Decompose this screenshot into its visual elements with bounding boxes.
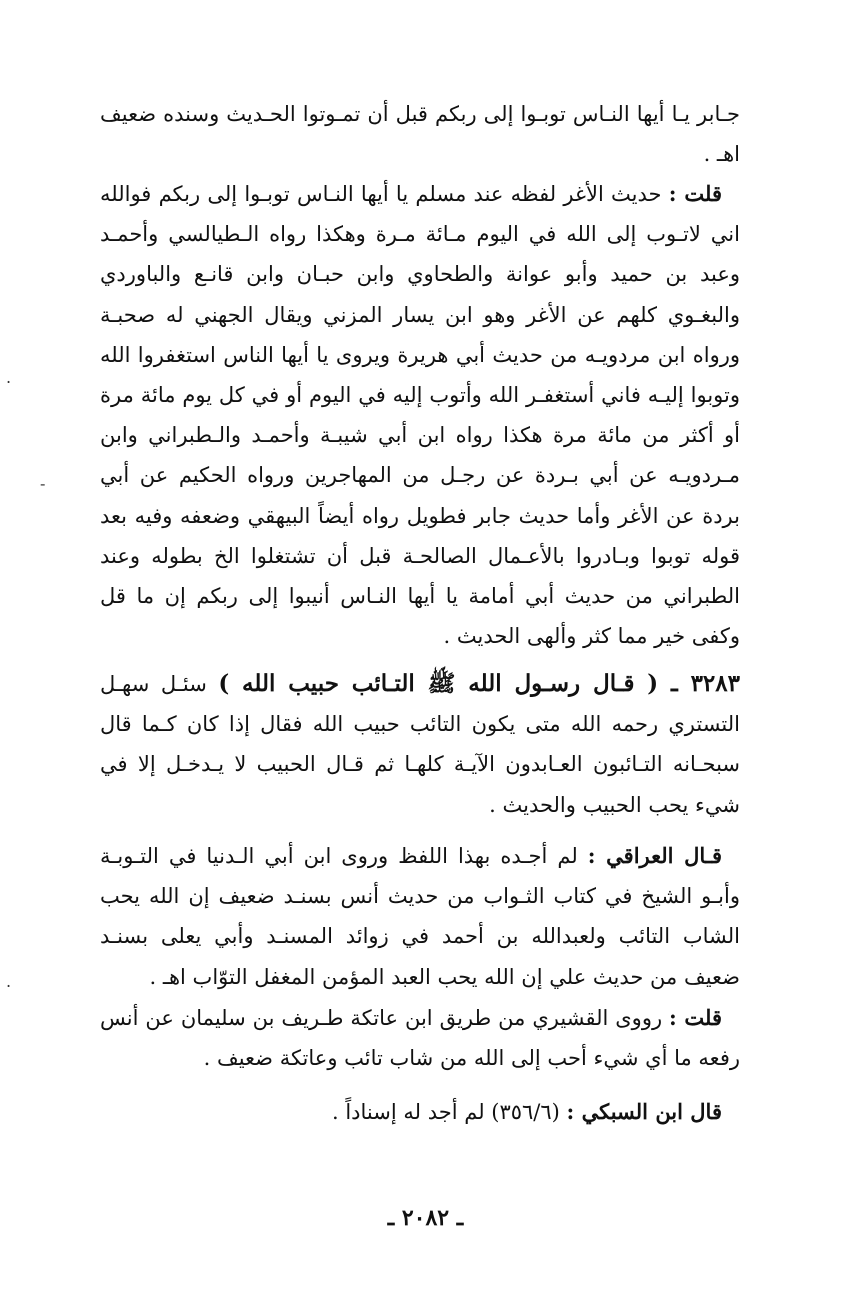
paragraph-lead: قلت :: [668, 181, 722, 206]
hadith-heading: ٣٢٨٣ ـ ( قـال رسـول الله ﷺ التـائب حبيب الله ): [218, 670, 740, 697]
paragraph-iraqi: [100, 836, 740, 997]
paragraph-text: (٣٥٦/٦) لم أجد له إسناداً .: [332, 1100, 567, 1124]
paragraph-text: جـابر يـا أيها النـاس توبـوا إلى ربكم قبل أن تمـوتوا الحـديث وسنده ضعيف اهـ .: [100, 102, 740, 167]
page-number: ـ ٢٠٨٢ ـ: [387, 1205, 464, 1231]
paragraph-body: [100, 998, 740, 1078]
hadith-entry-3283: [100, 664, 740, 825]
paragraph-continuation: [100, 94, 740, 174]
paragraph-lead: قال ابن السبكي :: [566, 1099, 722, 1124]
paragraph-subki: [100, 1092, 740, 1132]
paragraph-lead: قـال العراقي :: [587, 843, 722, 868]
margin-mark: .: [6, 368, 12, 387]
paragraph-text: سئـل سهـل التستري رحمه الله متى يكون التائب حبيب الله فقال إذا كان كـما قال سبحـانه التـائبون العـابدون الآيـة كلهـا ثم قـال الحبيب لا يـدخـل إلا في شيء يحب الحبيب والحديث .: [100, 672, 740, 817]
paragraph-qultu-2: [100, 998, 740, 1078]
paragraph-body: [100, 174, 740, 656]
paragraph-body: [100, 664, 740, 825]
paragraph-qultu-1: [100, 174, 740, 656]
margin-mark: -: [40, 474, 46, 493]
margin-mark: .: [6, 972, 12, 991]
paragraph-text: لم أجـده بهذا اللفظ وروى ابن أبي الـدنيا في التـوبـة وأبـو الشيخ في كتاب الثـواب من حديث أنس بسنـد ضعيف إن الله يحب الشاب التائب ولعبدالله بن أحمد في زوائد المسنـد وأبي يعلى بسنـد ضعيف من حديث علي إن الله يحب العبد المؤمن المغفل التوّاب اهـ .: [100, 844, 740, 989]
paragraph-text: حديث الأغر لفظه عند مسلم يا أيها النـاس توبـوا إلى ربكم فوالله اني لاتـوب إلى الله في اليوم مـائة مـرة وهكذا رواه الـطيالسي وأحمـد وعبد بن حميد وأبو عوانة والطحاوي وابن حبـان وابن قانـع والباوردي والبغـوي كلهم عن الأغر وهو ابن يسار المزني ويقال الجهني له صحبـة ورواه ابن مردويـه من حديث أبي هريرة ويروى يا أيها الناس استغفروا الله وتوبوا إليـه فاني أستغفـر الله وأتوب إليه في اليوم أو في كل يوم مائة مرة أو أكثر من مائة مرة هكذا رواه ابن أبي شيبـة وأحمـد والـطبراني وابن مـردويـه عن أبي بـردة عن رجـل من المهاجرين ورواه الحكيم عن أبي بردة عن الأغر وأما حديث جابر فطويل رواه أيضاً البيهقي وضعفه وفيه بعد قوله توبوا وبـادروا بالأعـمال الصالحـة قبل أن تشتغلوا الخ بطوله وعند الطبراني من حديث أبي أمامة يا أيها النـاس أنيبوا إلى ربكم إن ما قل وكفى خير مما كثر وألهى الحديث .: [100, 182, 741, 649]
paragraph-body: [100, 1092, 740, 1132]
paragraph-lead: قلت :: [669, 1005, 722, 1030]
paragraph-text: رووى القشيري من طريق ابن عاتكة طـريف بن سليمان عن أنس رفعه ما أي شيء أحب إلى الله من شاب تائب وعاتكة ضعيف .: [100, 1006, 740, 1071]
paragraph-body: [100, 836, 740, 997]
